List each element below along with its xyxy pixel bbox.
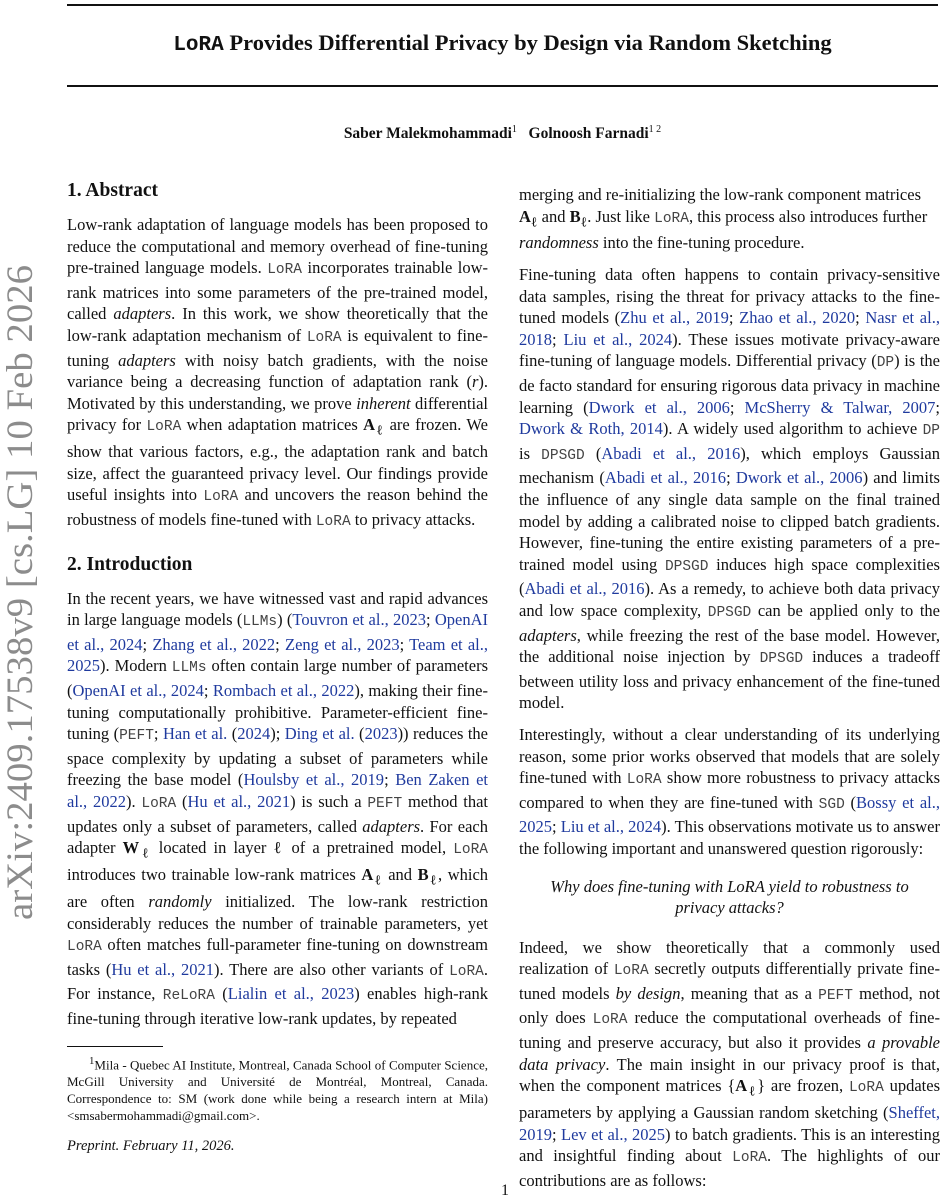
citation-link[interactable]: Zeng et al., 2023 <box>284 634 400 654</box>
citation-link[interactable]: Rombach et al., 2022 <box>212 680 355 700</box>
contribution-paragraph: Indeed, we show theoretically that a commonly used realization of LoRA secretly outputs differentially private fine-tuned models by design, meaning that as a PEFT method, not only does LoRA reduce the computational overheads of fine-tuning and preserve accuracy, but also it provides a provable data privacy. The main insight in our privacy proof is that, when the component matrices $\{A_\ell\}$ are frozen, LoRA updates parameters by applying a Gaussian random sketching (Sheffet, 2019; Lev et al., 2025) to batch gradients. This is an interesting and insightful finding about LoRA. The highlights of our contributions are as follows: <box>519 937 941 1190</box>
citation-link[interactable]: OpenAI et al., 2024 <box>72 680 204 700</box>
citation-link[interactable]: 2024 <box>237 724 271 744</box>
citation-link[interactable]: Zhu et al., 2019 <box>620 308 729 328</box>
citation-link[interactable]: Abadi et al., 2016 <box>524 579 645 599</box>
arxiv-stamp <box>2 260 42 920</box>
citation-link[interactable]: Houlsby et al., 2019 <box>243 770 385 790</box>
citation-link[interactable]: 2023 <box>364 724 398 744</box>
author-list <box>67 124 938 143</box>
citation-link[interactable]: Han et al. <box>162 724 228 744</box>
citation-link[interactable]: Team et al., 2025 <box>67 634 488 676</box>
citation-link[interactable]: Lev et al., 2025 <box>561 1124 666 1144</box>
citation-link[interactable]: Ben Zaken et al., 2022 <box>67 770 488 811</box>
citation-link[interactable]: Abadi et al., 2016 <box>601 443 741 463</box>
citation-link[interactable]: Hu et al., 2021 <box>111 959 214 979</box>
footnote-rule <box>67 1046 163 1047</box>
author-affiliation: 1 <box>511 124 517 135</box>
citation-link[interactable]: Bossy et al., 2025 <box>519 792 940 837</box>
citation-link[interactable]: Touvron et al., 2023 <box>292 610 426 630</box>
author-name: Saber Malekmohammadi <box>343 125 512 143</box>
title-code-part: LoRA <box>173 34 224 57</box>
citation-link[interactable]: McSherry & Talwar, 2007 <box>744 397 936 417</box>
citation-link[interactable]: Ding et al. <box>284 724 355 744</box>
citation-link[interactable]: Liu et al., 2024 <box>563 329 673 349</box>
right-column <box>519 184 940 1202</box>
citation-link[interactable]: Dwork & Roth, 2014 <box>519 419 663 439</box>
footnote-text: Mila - Quebec AI Institute, Montreal, Canada School of Computer Science, McGill University and Université de Montréal, Montreal, Canada. Correspondence to: SM (work done while being a research intern at Mila) <smsabermohammadi@gmail.com>. <box>67 1057 488 1124</box>
page-title <box>67 30 938 57</box>
citation-link[interactable]: OpenAI et al., 2024 <box>67 610 488 654</box>
abstract-paragraph: Low-rank adaptation of language models has been proposed to reduce the computational and memory overhead of fine-tuning pre-trained language models. LoRA incorporates trainable low-rank matrices into some parameters of the pre-trained model, called adapters. In this work, we show theoretically that the low-rank adaptation mechanism of LoRA is equivalent to fine-tuning adapters with noisy batch gradients, with the noise variance being a decreasing function of adaptation rank (r). Motivated by this understanding, we prove inherent differential privacy for LoRA when adaptation matrices $A_\ell$ are frozen. We show that various factors, e.g., the adaptation rank and batch size, affect the guaranteed privacy level. Our findings provide useful insights into LoRA and uncovers the reason behind the robustness of models fine-tuned with LoRA to privacy attacks. <box>67 215 489 531</box>
introduction-heading: 2. Introduction <box>67 553 193 575</box>
footnote: $^1$Mila - Quebec AI Institute, Montreal, Canada School of Computer Science, McGill University and Université de Montréal, Montreal, Canada. Correspondence to: SM (work done while being a research intern at Mila) <smsabermohammadi@gmail.com>. <box>67 1055 488 1124</box>
title-bottom-rule <box>67 85 938 87</box>
intro-paragraph-continued: merging and re-initializing the low-rank component matrices $A_\ell$ and $B_\ell$. Just like LoRA, this process also introduces further randomness into the fine-tuning procedure. <box>519 185 928 253</box>
citation-link[interactable]: Dwork et al., 2006 <box>588 397 730 417</box>
intro-paragraph: In the recent years, we have witnessed vast and rapid advances in large language models (LLMs) (Touvron et al., 2023; OpenAI et al., 2024; Zhang et al., 2022; Zeng et al., 2023; Team et al., 2025). Modern LLMs often contain large number of parameters (OpenAI et al., 2024; Rombach et al., 2022), making their fine-tuning computationally prohibitive. Parameter-efficient fine-tuning (PEFT; Han et al. (2024); Ding et al. (2023)) reduces the space complexity by updating a subset of parameters while freezing the base model (Houlsby et al., 2019; Ben Zaken et al., 2022). LoRA (Hu et al., 2021) is such a PEFT method that updates only a subset of parameters, called adapters. For each adapter $W_\ell$ located in layer ℓ of a pretrained model, LoRA introduces two trainable low-rank matrices $A_\ell$ and $B_\ell$, which are often randomly initialized. The low-rank restriction considerably reduces the number of trainable parameters, yet LoRA often matches full-parameter fine-tuning on downstream tasks (Hu et al., 2021). There are also other variants of LoRA. For instance, ReLoRA (Lialin et al., 2023) enables high-rank fine-tuning through iterative low-rank updates, by repeated <box>67 588 489 1028</box>
research-question: Why does fine-tuning with LoRA yield to robustness to privacy attacks? <box>550 876 909 918</box>
preprint-label: Preprint. February 11, 2026. <box>67 1138 235 1154</box>
author-name: Golnoosh Farnadi <box>528 125 649 143</box>
motivation-paragraph: Interestingly, without a clear understanding of its underlying reason, some prior works observed that models that are solely fine-tuned with LoRA show more robustness to privacy attacks compared to when they are fine-tuned with SGD (Bossy et al., 2025; Liu et al., 2024). This observations motivate us to answer the following important and unanswered question rigorously: <box>519 724 941 858</box>
citation-link[interactable]: Zhao et al., 2020 <box>739 308 856 328</box>
page-number: 1 <box>501 1182 509 1199</box>
citation-link[interactable]: Zhang et al., 2022 <box>152 634 276 654</box>
citation-link[interactable]: Hu et al., 2021 <box>187 791 291 811</box>
abstract-heading: 1. Abstract <box>67 180 158 201</box>
citation-link[interactable]: Dwork et al., 2006 <box>735 468 863 488</box>
title-text-part: Provides Differential Privacy by Design via Random Sketching <box>223 30 832 55</box>
citation-link[interactable]: Abadi et al., 2016 <box>604 468 727 488</box>
privacy-paragraph: Fine-tuning data often happens to contain privacy-sensitive data samples, rising the threat for privacy attacks to the fine-tuned models (Zhu et al., 2019; Zhao et al., 2020; Nasr et al., 2018; Liu et al., 2024). These issues motivate privacy-aware fine-tuning of language models. Differential privacy (DP) is the de facto standard for ensuring rigorous data privacy in machine learning (Dwork et al., 2006; McSherry & Talwar, 2007; Dwork & Roth, 2014). A widely used algorithm to achieve DP is DPSGD (Abadi et al., 2016), which employs Gaussian mechanism (Abadi et al., 2016; Dwork et al., 2006) and limits the influence of any single data sample on the final trained model by adding a calibrated noise to clipped batch gradients. However, fine-tuning the entire existing parameters of a pre-trained model using DPSGD induces high space complexities (Abadi et al., 2016). As a remedy, to achieve both data privacy and low space complexity, DPSGD can be applied only to the adapters, while freezing the rest of the base model. However, the additional noise injection by DPSGD induces a tradeoff between utility loss and privacy enhancement of the fine-tuned model. <box>519 265 941 713</box>
citation-link[interactable]: Liu et al., 2024 <box>560 817 662 837</box>
citation-link[interactable]: Sheffet, 2019 <box>519 1103 940 1144</box>
left-column <box>67 178 488 1039</box>
arxiv-stamp-text: arXiv:2409.17538v9 [cs.LG] 10 Feb 2026 <box>2 295 41 920</box>
citation-link[interactable]: Lialin et al., 2023 <box>227 984 355 1004</box>
author-affiliation: 1 2 <box>648 124 662 135</box>
citation-link[interactable]: Nasr et al., 2018 <box>519 308 940 349</box>
title-top-rule <box>67 4 938 6</box>
